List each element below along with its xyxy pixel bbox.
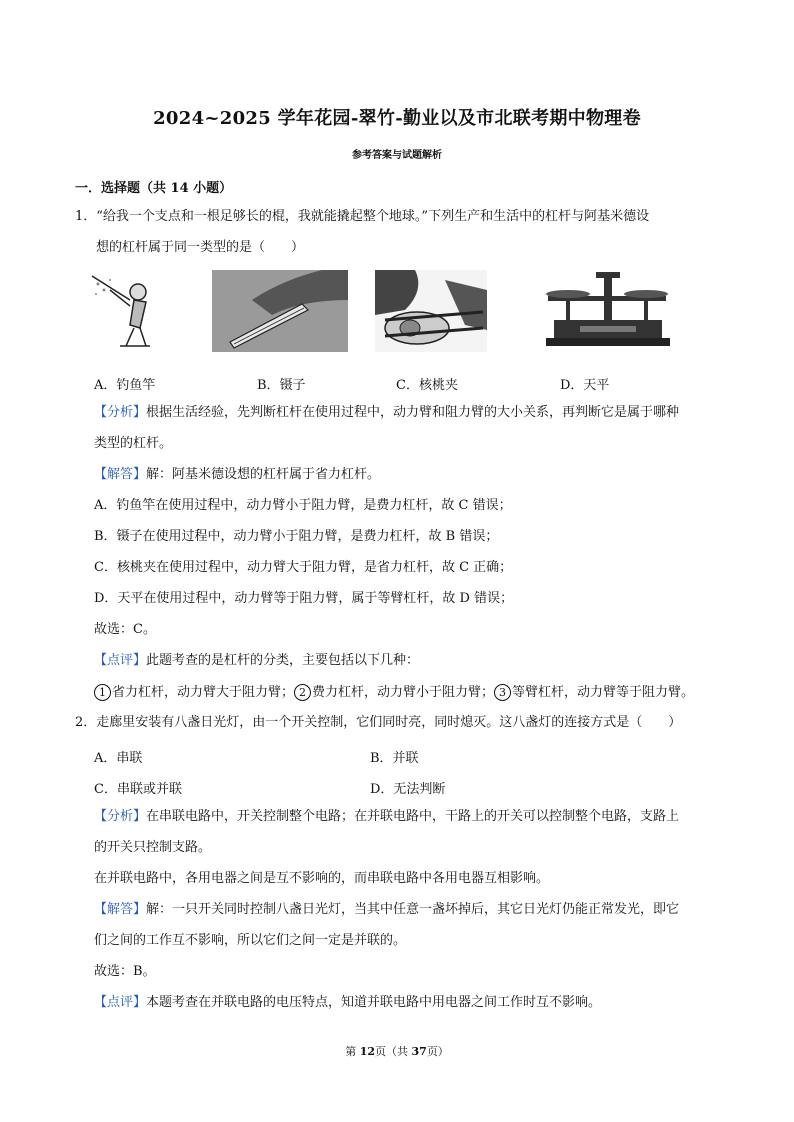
q1-stem-line1: 1．“给我一个支点和一根足够长的棍，我就能撬起整个地球。”下列生产和生活中的杠杆与阿基米德设 <box>75 209 650 224</box>
answer-tag: 【解答】 <box>94 467 147 482</box>
q2-analysis-line3: 在并联电路中，各用电器之间是互不影响的，而串联电路中各用电器互相影响。 <box>94 871 550 886</box>
lever-type-2: 费力杠杆，动力臂小于阻力臂； <box>312 685 495 700</box>
q1-comment-list <box>94 684 694 701</box>
page-total: 37 <box>411 1045 427 1058</box>
q2-answer-text: 解：一只开关同时控制八盏日光灯，当其中任意一盏坏掉后，其它日光灯仍能正常发光，即它 <box>146 902 680 917</box>
footer-suffix: 页） <box>426 1045 449 1058</box>
comment-tag: 【点评】 <box>94 995 147 1010</box>
q1-option-a: A．钓鱼竿 <box>94 378 156 393</box>
q1-option-d: D．天平 <box>560 378 610 393</box>
footer-prefix: 第 <box>345 1045 360 1058</box>
circled-number-2: 2 <box>294 684 311 701</box>
q1-answer-b: B．镊子在使用过程中，动力臂小于阻力臂，是费力杠杆，故 B 错误； <box>94 529 499 544</box>
q1-answer-c: C．核桃夹在使用过程中，动力臂大于阻力臂，是省力杠杆，故 C 正确； <box>94 560 513 575</box>
q1-analysis-line2: 类型的杠杆。 <box>94 436 173 451</box>
q2-analysis-line2: 的开关只控制支路。 <box>94 840 212 855</box>
q1-comment <box>94 653 419 669</box>
q2-analysis-text: 在串联电路中，开关控制整个电路；在并联电路中，干路上的开关可以控制整个电路，支路上 <box>146 809 680 824</box>
q1-answer-a: A．钓鱼竿在使用过程中，动力臂小于阻力臂，是费力杠杆，故 C 错误； <box>94 498 512 513</box>
q1-comment-text: 此题考查的是杠杆的分类，主要包括以下几种： <box>146 653 420 668</box>
q2-answer <box>94 902 679 918</box>
q1-answer-d: D．天平在使用过程中，动力臂等于阻力臂，属于等臂杠杆，故 D 错误； <box>94 591 514 606</box>
lever-type-3: 等臂杠杆，动力臂等于阻力臂。 <box>512 685 695 700</box>
q2-analysis <box>94 809 679 825</box>
q2-comment-text: 本题考查在并联电路的电压特点，知道并联电路中用电器之间工作时互不影响。 <box>146 995 602 1010</box>
q1-option-c: C．核桃夹 <box>396 378 458 393</box>
analysis-tag: 【分析】 <box>94 809 147 824</box>
fishing-rod-image <box>90 270 190 352</box>
q2-comment <box>94 995 601 1011</box>
q1-choice: 故选：C。 <box>94 622 156 637</box>
page-footer <box>0 1043 794 1059</box>
circled-number-3: 3 <box>494 684 511 701</box>
document-subtitle: 参考答案与试题解析 <box>352 150 442 161</box>
q1-analysis <box>94 405 679 421</box>
q2-choice: 故选：B。 <box>94 964 156 979</box>
page-number: 12 <box>359 1045 375 1058</box>
balance-scale-image <box>540 270 675 352</box>
q1-option-b: B．镊子 <box>257 378 306 393</box>
footer-mid: 页（共 <box>375 1045 412 1058</box>
circled-number-1: 1 <box>94 684 111 701</box>
q2-option-c: C．串联或并联 <box>94 782 182 797</box>
lever-type-1: 省力杠杆，动力臂大于阻力臂； <box>112 685 295 700</box>
document-title: 2024~2025 学年花园-翠竹-勤业以及市北联考期中物理卷 <box>153 108 641 129</box>
q1-answer <box>94 467 380 483</box>
q1-stem-line2: 想的杠杆属于同一类型的是（ ） <box>96 240 305 255</box>
q1-analysis-text: 根据生活经验，先判断杠杆在使用过程中，动力臂和阻力臂的大小关系，再判断它是属于哪种 <box>146 405 680 420</box>
q1-answer-text: 解：阿基米德设想的杠杆属于省力杠杆。 <box>146 467 381 482</box>
q2-option-d: D．无法判断 <box>370 782 446 797</box>
answer-tag: 【解答】 <box>94 902 147 917</box>
section-heading: 一．选择题（共 14 小题） <box>75 181 233 196</box>
q2-answer-line2: 们之间的工作互不影响，所以它们之间一定是并联的。 <box>94 933 407 948</box>
q2-stem: 2．走廊里安装有八盏日光灯，由一个开关控制，它们同时亮，同时熄灭。这八盏灯的连接方式是（ ） <box>75 715 682 730</box>
q2-option-a: A．串联 <box>94 751 143 766</box>
comment-tag: 【点评】 <box>94 653 147 668</box>
q2-option-b: B．并联 <box>370 751 419 766</box>
nutcracker-image <box>375 270 487 352</box>
analysis-tag: 【分析】 <box>94 405 147 420</box>
tweezers-image <box>212 270 348 352</box>
